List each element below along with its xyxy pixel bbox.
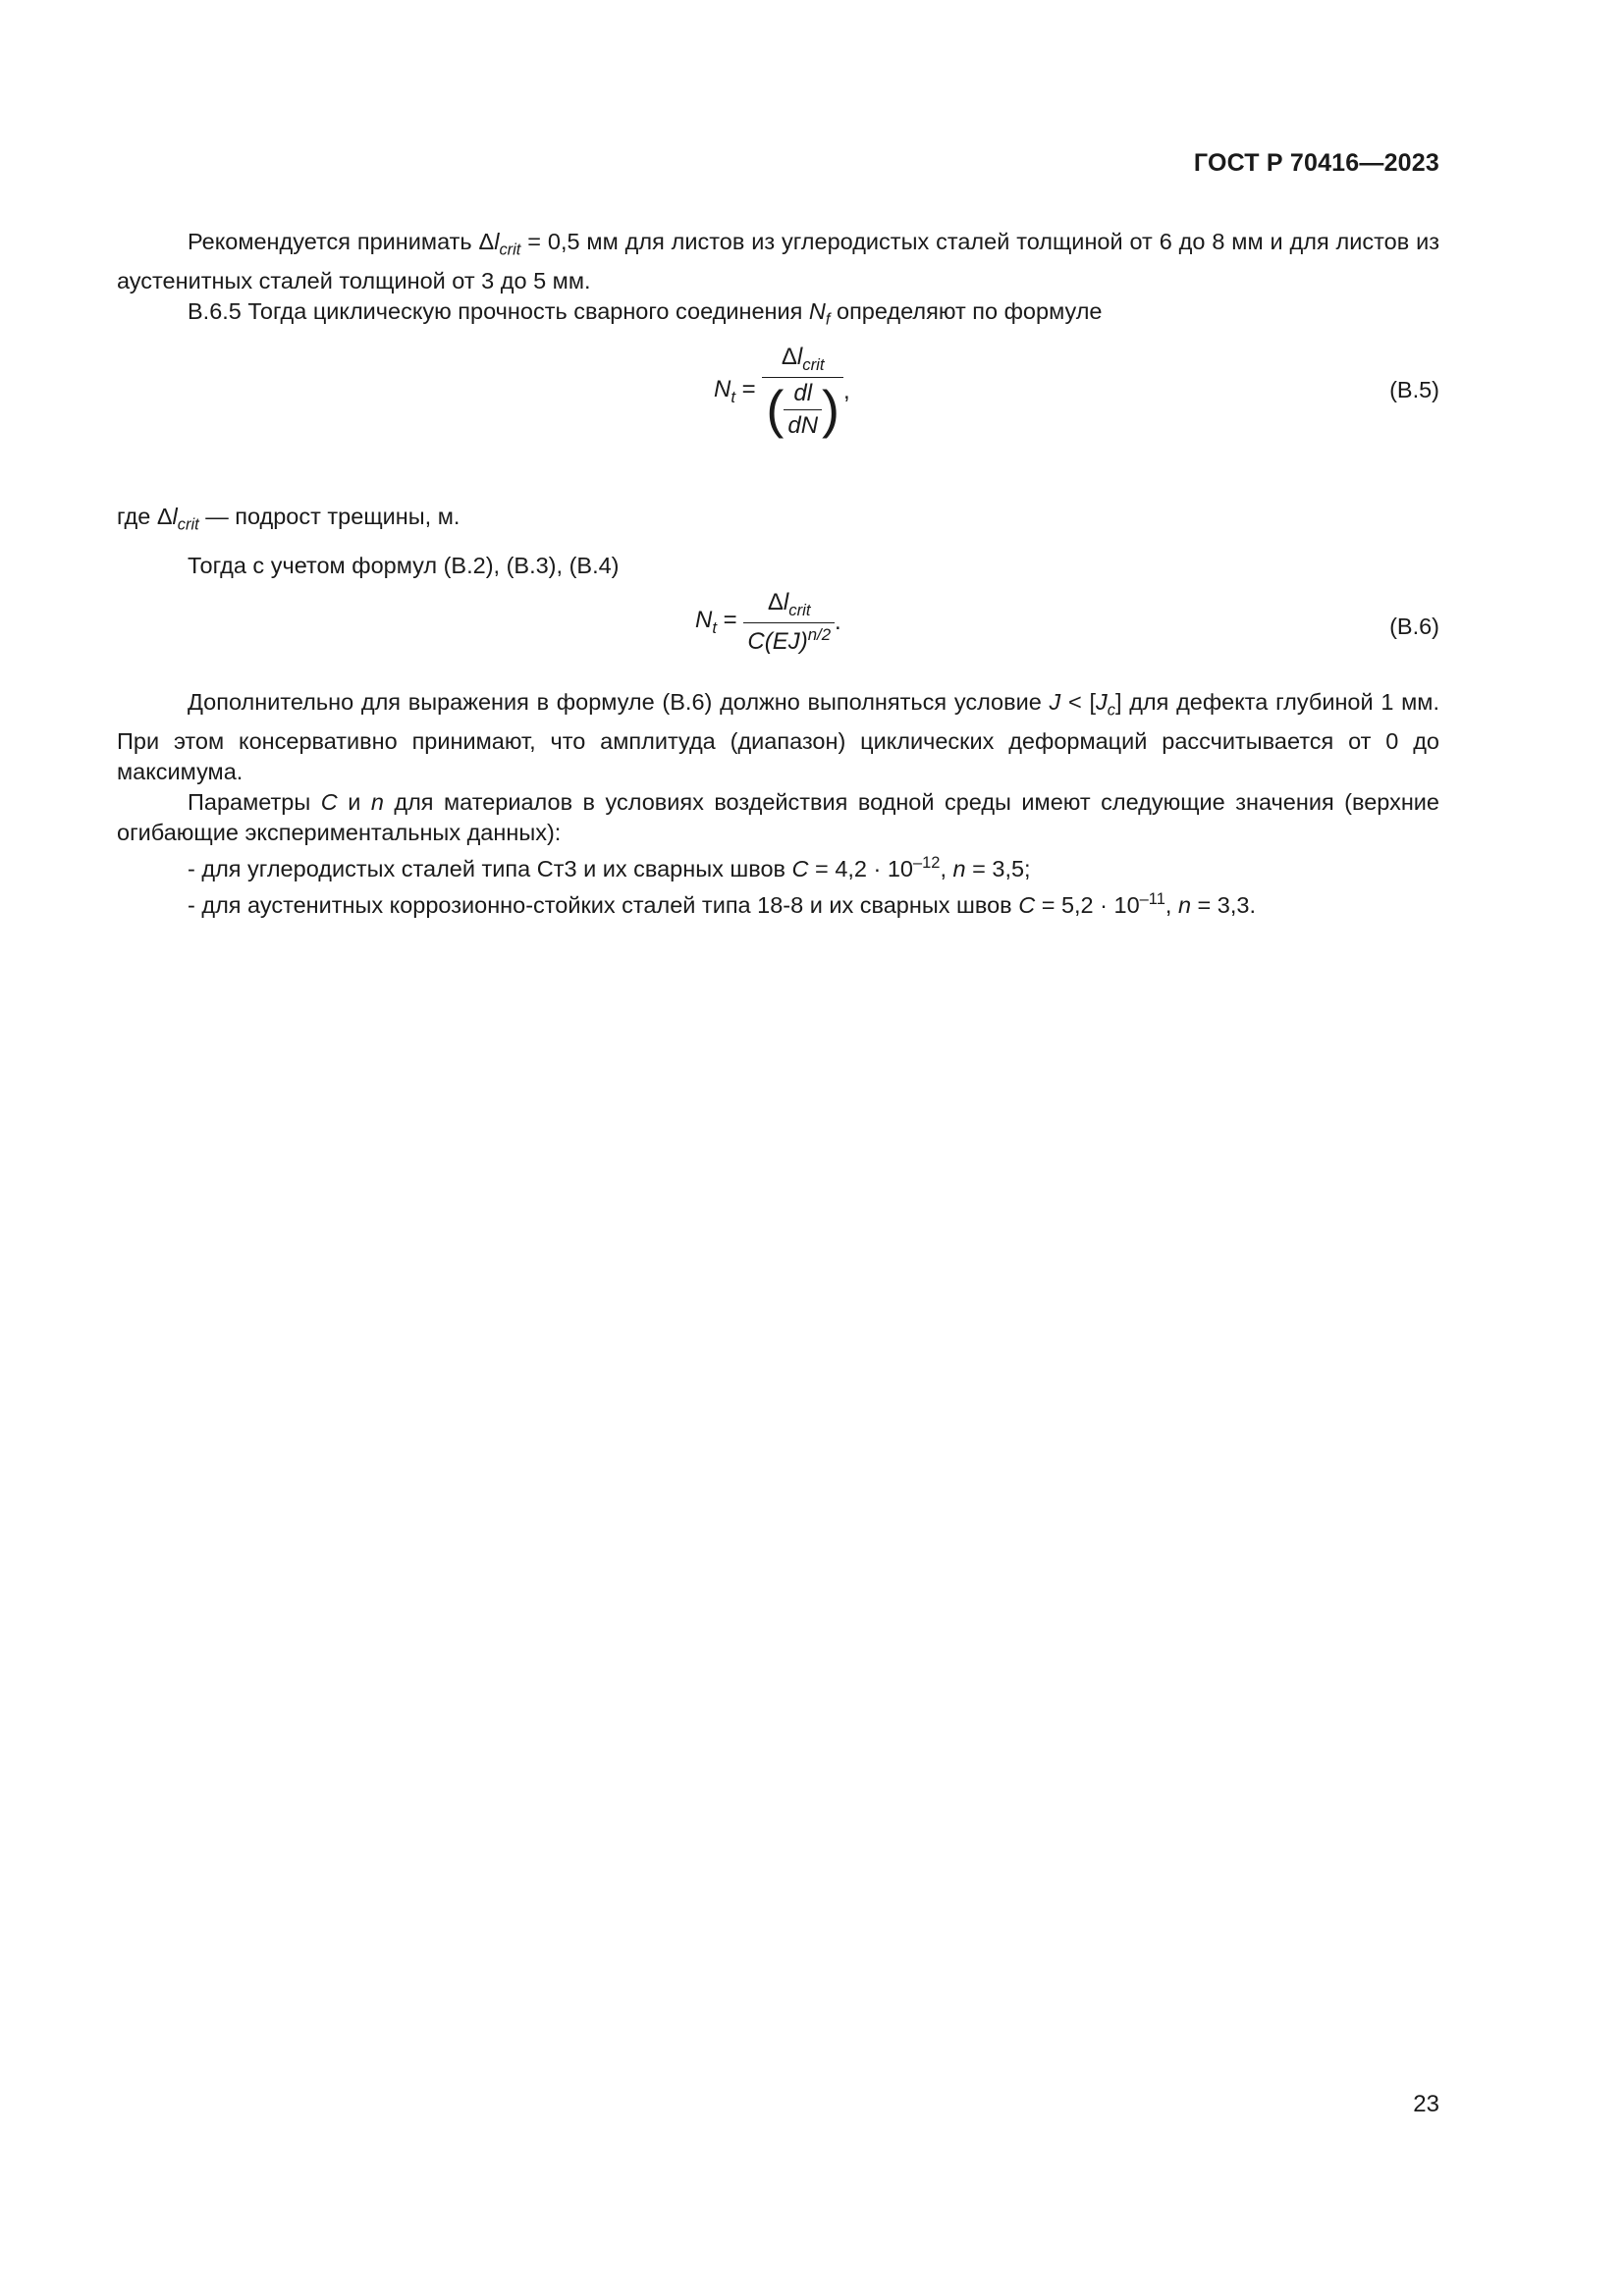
document-code: ГОСТ Р 70416—2023 <box>1193 149 1439 177</box>
text-block-middle <box>117 502 1439 581</box>
formula-b5: $N_t$ = $\Delta l_{crit}$ ( $\frac{dl}{dN}$ ) , <box>714 344 850 440</box>
page-number: 23 <box>1413 2091 1439 2117</box>
paragraph-taking-into-account: Тогда с учетом формул (В.2), (В.3), (В.4) <box>188 552 620 578</box>
list-item: - для аустенитных коррозионно-стойких сталей типа 18-8 и их сварных швов $C = 5,2 \cdot 10^{-11}$, n = 3,3. <box>188 889 1256 918</box>
paragraph-where: где $\Delta l_{crit}$ — подрост трещины, м. <box>117 504 460 534</box>
text-block-bottom <box>117 687 1439 920</box>
formula-b5-fraction: $\Delta l_{crit}$ ( $\frac{dl}{dN}$ ) <box>762 344 843 440</box>
formula-b5-inner-fraction: $\frac{dl}{dN}$ <box>784 380 822 440</box>
formula-b6-fraction: $\frac{\Delta l_{crit}}{C(EJ)^{n/2}}$ <box>743 589 835 656</box>
paragraph-condition: Дополнительно для выражения в формуле (В.6) должно выполняться условие $J < [J_c]$ для дефекта глубиной 1 мм. При этом консервативно принимают, что амплитуда (диапазон) циклических деформаций рассчитывается от 0 до максимума. <box>117 689 1439 784</box>
paragraph-b65: В.6.5 Тогда циклическую прочность сварного соединения $N_f$ определяют по формуле <box>188 297 1103 329</box>
equation-number-b6: (В.6) <box>1389 614 1439 639</box>
list-item: - для углеродистых сталей типа Ст3 и их сварных швов $C = 4,2 \cdot 10^{-12}$, n = 3,5; <box>188 853 1031 881</box>
paragraph-recommendation: Рекомендуется принимать $\Delta l_{crit} = 0,5$ мм для листов из углеродистых сталей толщиной от 6 до 8 мм и для листов из аустенитных сталей толщиной от 3 до 5 мм. <box>117 229 1439 294</box>
formula-b6: $N_t$ = $\frac{\Delta l_{crit}}{C(EJ)^{n/2}}$ . <box>695 589 841 655</box>
text-block-top <box>117 227 1439 335</box>
paragraph-parameters: Параметры C и n для материалов в условиях воздействия водной среды имеют следующие значения (верхние огибающие экспериментальных данных): <box>117 788 1439 845</box>
equation-number-b5: (В.5) <box>1389 377 1439 402</box>
